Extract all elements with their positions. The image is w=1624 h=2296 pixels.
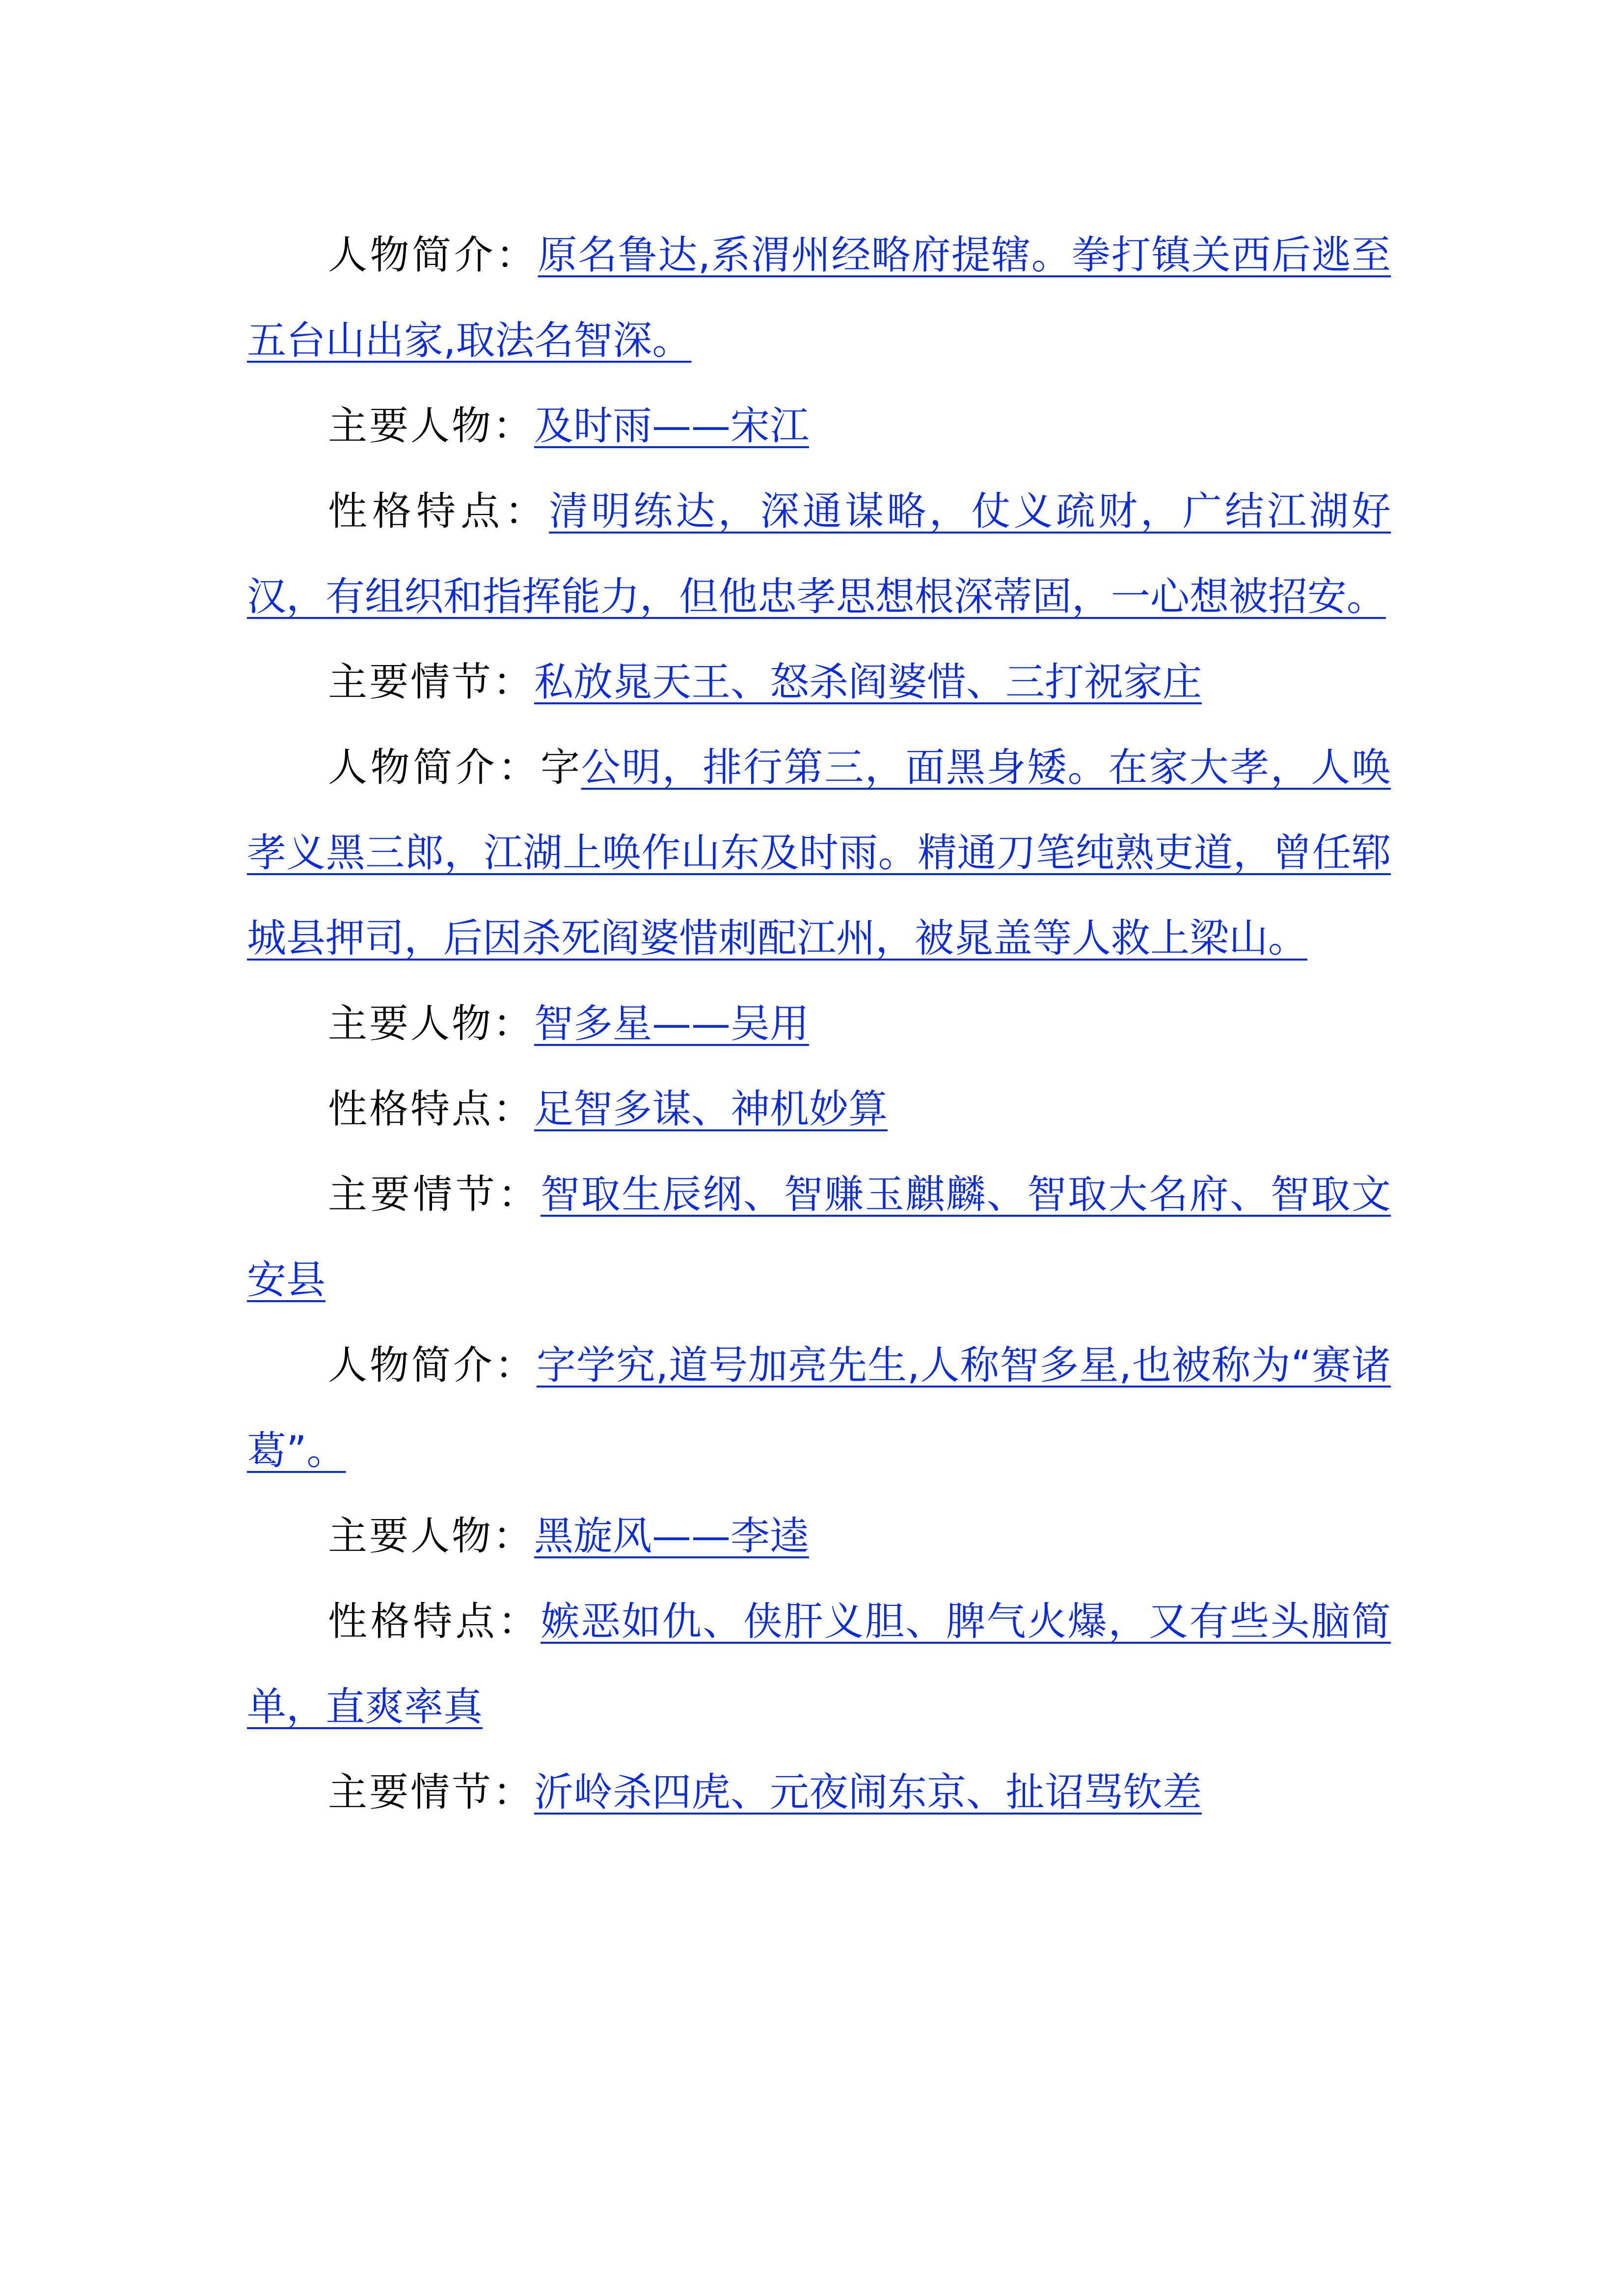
paragraph-plot-songjiang (247, 640, 1391, 725)
plot-link[interactable]: 智取生辰纲、智赚玉麒麟、智取大名府、智取文安县 (247, 1172, 1391, 1303)
paragraph-traits-wuyong (247, 1067, 1391, 1152)
intro-link[interactable]: 字学究,道号加亮先生,人称智多星,也被称为“赛诸葛”。 (247, 1342, 1391, 1473)
intro-prefix: 字 (541, 745, 581, 790)
paragraph-intro-lu-zhishen (247, 213, 1391, 383)
character-link[interactable]: 及时雨——宋江 (534, 403, 809, 449)
field-label: 性格特点： (328, 1599, 541, 1644)
traits-link[interactable]: 足智多谋、神机妙算 (534, 1086, 888, 1132)
paragraph-intro-songjiang (247, 725, 1391, 981)
traits-link[interactable]: 嫉恶如仇、侠肝义胆、脾气火爆，又有些头脑简单，直爽率真 (247, 1599, 1391, 1730)
paragraph-plot-likui (247, 1750, 1391, 1835)
paragraph-traits-likui (247, 1579, 1391, 1750)
field-label: 主要情节： (328, 1172, 541, 1217)
character-link[interactable]: 黑旋风——李逵 (534, 1513, 809, 1559)
character-link[interactable]: 智多星——吴用 (534, 1001, 809, 1046)
field-label: 主要情节： (328, 659, 534, 705)
intro-link[interactable]: 公明，排行第三，面黑身矮。在家大孝，人唤孝义黑三郎，江湖上唤作山东及时雨。精通刀笔纯熟吏道，曾任郓城县押司，后因杀死阎婆惜刺配江州，被晁盖等人救上梁山。 (247, 745, 1391, 961)
field-label: 人物简介： (328, 232, 538, 278)
field-label: 性格特点： (328, 488, 549, 534)
paragraph-plot-wuyong (247, 1152, 1391, 1323)
field-label: 人物简介： (328, 745, 541, 790)
field-label: 性格特点： (328, 1086, 534, 1132)
plot-link[interactable]: 私放晁天王、怒杀阎婆惜、三打祝家庄 (534, 659, 1202, 705)
paragraph-intro-wuyong (247, 1323, 1391, 1494)
field-label: 人物简介： (328, 1342, 537, 1388)
plot-link[interactable]: 沂岭杀四虎、元夜闹东京、扯诏骂钦差 (534, 1769, 1202, 1815)
field-label: 主要人物： (328, 1513, 534, 1559)
paragraph-main-character-wuyong (247, 981, 1391, 1067)
paragraph-traits-songjiang (247, 469, 1391, 640)
field-label: 主要人物： (328, 1001, 534, 1046)
paragraph-main-character-likui (247, 1494, 1391, 1579)
field-label: 主要情节： (328, 1769, 534, 1815)
traits-link[interactable]: 清明练达，深通谋略，仗义疏财，广结江湖好汉，有组织和指挥能力，但他忠孝思想根深蒂固，一心想被招安。 (247, 488, 1391, 619)
document-body (247, 213, 1391, 1835)
intro-link[interactable]: 原名鲁达,系渭州经略府提辖。拳打镇关西后逃至五台山出家,取法名智深。 (247, 232, 1391, 363)
field-label: 主要人物： (328, 403, 534, 449)
paragraph-main-character-songjiang (247, 383, 1391, 469)
